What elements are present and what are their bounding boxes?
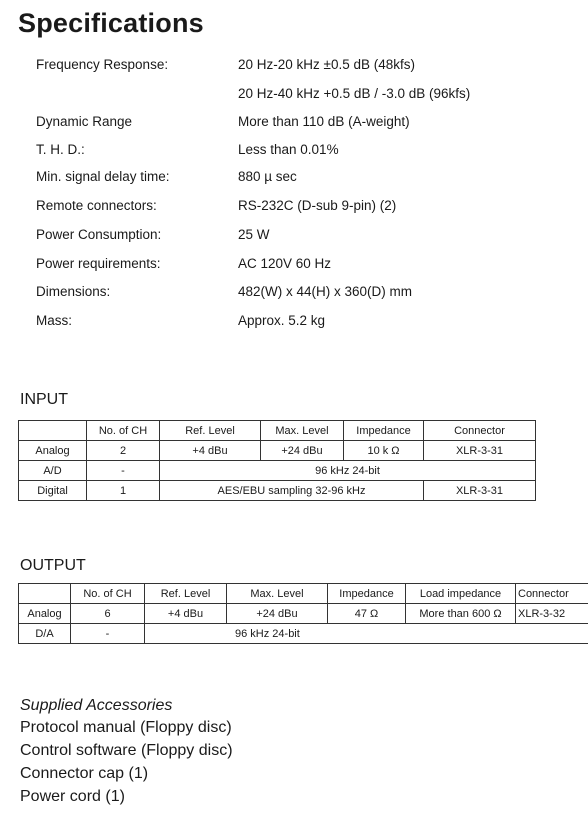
table-cell: No. of CH <box>71 584 145 604</box>
spec-label: Dimensions: <box>36 284 111 299</box>
table-cell: XLR-3-32 <box>516 604 588 624</box>
table-cell: AES/EBU sampling 32-96 kHz <box>160 481 424 501</box>
table-cell <box>19 421 87 441</box>
spec-label: Dynamic Range <box>36 114 133 129</box>
table-cell <box>19 584 71 604</box>
list-item: Connector cap (1) <box>20 765 149 782</box>
table-cell: +4 dBu <box>160 441 261 461</box>
table-header-row <box>19 421 536 441</box>
table-cell: Analog <box>19 441 87 461</box>
spec-value: 880 µ sec <box>238 169 297 184</box>
spec-label: Power requirements: <box>36 256 161 271</box>
table-cell: Impedance <box>344 421 424 441</box>
spec-value: 20 Hz-40 kHz +0.5 dB / -3.0 dB (96kfs) <box>238 86 471 101</box>
table-cell: 10 k Ω <box>344 441 424 461</box>
spec-label: Frequency Response: <box>36 57 169 72</box>
spec-value: 25 W <box>238 227 270 242</box>
table-cell: Connector <box>516 584 588 604</box>
table-cell: Load impedance <box>406 584 516 604</box>
spec-value: Approx. 5.2 kg <box>238 313 326 328</box>
table-row <box>19 604 588 624</box>
list-item: Protocol manual (Floppy disc) <box>20 719 232 736</box>
spec-label: Min. signal delay time: <box>36 169 170 184</box>
table-cell: D/A <box>19 624 71 644</box>
spec-label: T. H. D.: <box>36 142 85 157</box>
spec-value: AC 120V 60 Hz <box>238 256 332 271</box>
table-cell: More than 600 Ω <box>406 604 516 624</box>
table-cell: 96 kHz 24-bit <box>145 624 588 644</box>
list-item: Power cord (1) <box>20 788 125 805</box>
table-cell: - <box>71 624 145 644</box>
page-title: Specifications <box>18 8 204 38</box>
spec-label: Power Consumption: <box>36 227 162 242</box>
table-row <box>19 461 536 481</box>
table-cell: Digital <box>19 481 87 501</box>
table-cell: 2 <box>87 441 160 461</box>
table-cell: +24 dBu <box>227 604 328 624</box>
table-cell: A/D <box>19 461 87 481</box>
spec-value: RS-232C (D-sub 9-pin) (2) <box>238 198 397 213</box>
table-cell: +4 dBu <box>145 604 227 624</box>
table-row <box>19 481 536 501</box>
table-row <box>19 441 536 461</box>
table-cell: XLR-3-31 <box>424 441 536 461</box>
spec-value: 482(W) x 44(H) x 360(D) mm <box>238 284 413 299</box>
table-cell: No. of CH <box>87 421 160 441</box>
table-cell: Max. Level <box>227 584 328 604</box>
table-cell: Impedance <box>328 584 406 604</box>
input-section-title: INPUT <box>20 391 68 408</box>
input-table <box>18 420 536 501</box>
accessories-heading: Supplied Accessories <box>20 697 173 714</box>
table-cell: Analog <box>19 604 71 624</box>
table-cell: Max. Level <box>261 421 344 441</box>
output-table <box>18 583 588 644</box>
table-header-row <box>19 584 588 604</box>
table-cell: 1 <box>87 481 160 501</box>
spec-value: More than 110 dB (A-weight) <box>238 114 410 129</box>
table-cell: +24 dBu <box>261 441 344 461</box>
spec-value: 20 Hz-20 kHz ±0.5 dB (48kfs) <box>238 57 415 72</box>
spec-label: Remote connectors: <box>36 198 157 213</box>
spec-label: Mass: <box>36 313 73 328</box>
list-item: Control software (Floppy disc) <box>20 742 233 759</box>
table-row <box>19 624 588 644</box>
table-cell: 96 kHz 24-bit <box>160 461 536 481</box>
table-cell: 6 <box>71 604 145 624</box>
table-cell: 47 Ω <box>328 604 406 624</box>
table-cell: Ref. Level <box>160 421 261 441</box>
table-cell: Connector <box>424 421 536 441</box>
output-section-title: OUTPUT <box>20 557 86 574</box>
table-cell: - <box>87 461 160 481</box>
spec-value: Less than 0.01% <box>238 142 339 157</box>
table-cell: XLR-3-31 <box>424 481 536 501</box>
table-cell: Ref. Level <box>145 584 227 604</box>
